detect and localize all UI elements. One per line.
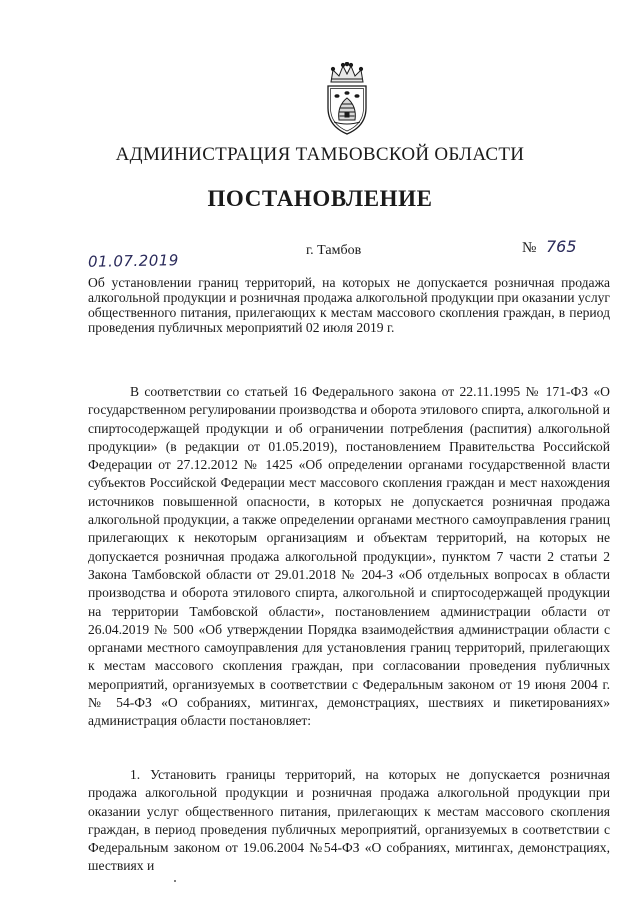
document-type-title: ПОСТАНОВЛЕНИЕ: [207, 186, 433, 211]
item-1-paragraph: 1. Установить границы территорий, на которых не допускается розничная продажа алкогольной продукции и розничная продажа алкогольной продукции при оказании услуг общественного питания, прилегающих к местам массового скопления граждан, в период проведения публичных мероприятий, организуемых в соответствии с Федеральным законом от 19.06.2004 №54-ФЗ «О собраниях, митингах, демонстрациях, шествиях и: [88, 767, 610, 874]
document-city: г. Тамбов: [306, 243, 362, 258]
organization-title: АДМИНИСТРАЦИЯ ТАМБОВСКОЙ ОБЛАСТИ: [115, 144, 525, 165]
document-date: 01.07.2019: [87, 251, 180, 271]
tambov-coat-of-arms-icon: [319, 62, 375, 138]
page-dot-mark: [174, 880, 176, 882]
document-number-label: №: [522, 240, 537, 256]
document-number: 765: [546, 237, 577, 256]
document-heading: Об установлении границ территорий, на которых не допускается розничная продажа алкогольной продукции и розничная продажа алкогольной продукции при оказании услуг общественного питания, прилегающих к местам массового скопления граждан, в период проведения публичных мероприятий 02 июля 2019 г.: [88, 275, 610, 335]
preamble-paragraph: В соответствии со статьей 16 Федерального закона от 22.11.1995 № 171-ФЗ «О государственном регулировании производства и оборота этилового спирта, алкогольной и спиртосодержащей продукции и об ограничении потребления (распития) алкогольной продукции» (в редакции от 01.05.2019), постановлением Правительства Российской Федерации от 27.12.2012 № 1425 «Об определении органами государственной власти субъектов Российской Федерации мест массового скопления граждан и мест нахождения источников повышенной опасности, в которых не допускается розничная продажа алкогольной продукции, а также определении органами местного самоуправления границ прилегающих к некоторым организациям и объектам территорий, на которых не допускается розничная продажа алкогольной продукции», пунктом 7 части 2 статьи 2 Закона Тамбовской области от 29.01.2018 № 204-З «Об отдельных вопросах в области производства и оборота этилового спирта, алкогольной и спиртосодержащей продукции на территории Тамбовской области», постановлением администрации области от 26.04.2019 № 500 «Об утверждении Порядка взаимодействия администрации области с органами местного самоуправления для установления границ территорий, прилегающих к местам массового скопления граждан, при согласовании проведения публичных мероприятий, организуемых в соответствии с Федеральным законом от 19 июня 2004 г. № 54-ФЗ «О собраниях, митингах, демонстрациях, шествиях и пикетированиях» администрация области постановляет:: [88, 384, 610, 729]
